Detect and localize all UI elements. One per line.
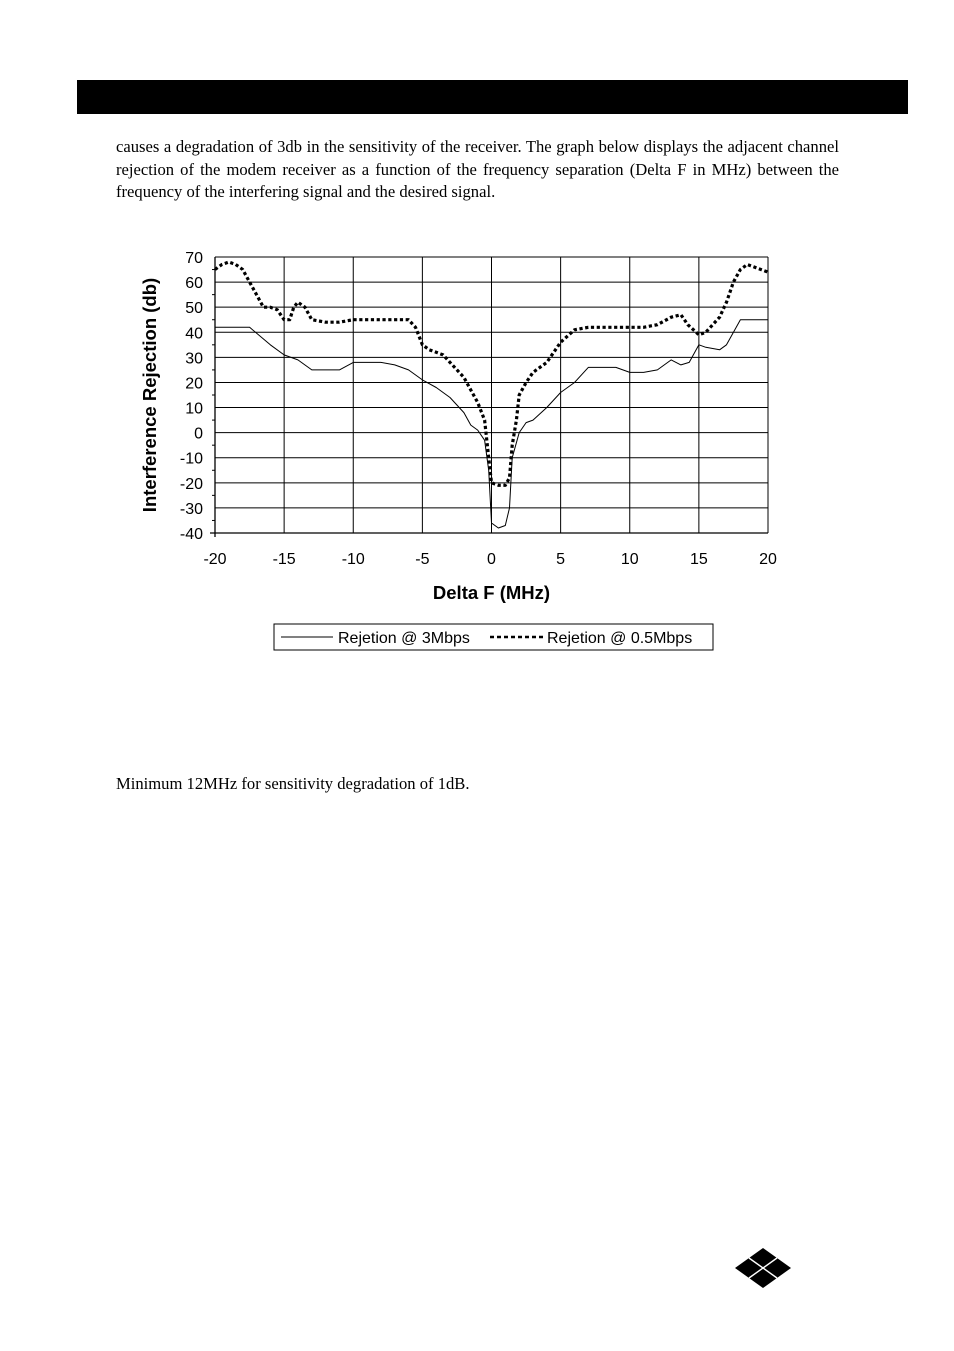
x-tick-label: -10	[341, 551, 365, 568]
x-axis-label: Delta F (MHz)	[432, 582, 551, 603]
legend-label-0: Rejetion @ 3Mbps	[338, 630, 470, 647]
x-tick-label: -15	[272, 551, 296, 568]
y-tick-label: 0	[194, 425, 203, 443]
x-tick-label: -20	[203, 551, 227, 568]
y-tick-label: -40	[179, 526, 203, 543]
legend-label-1: Rejetion @ 0.5Mbps	[547, 630, 693, 647]
x-tick-label: 20	[759, 551, 777, 568]
black-diamond-logo-icon	[733, 1246, 793, 1290]
y-tick-label: 10	[185, 400, 203, 418]
y-tick-label: 50	[185, 300, 203, 318]
y-tick-label: 70	[185, 250, 203, 267]
y-tick-label: 60	[185, 275, 203, 293]
x-tick-label: 0	[487, 551, 496, 568]
y-tick-label: -10	[179, 450, 203, 468]
x-tick-label: -5	[415, 551, 430, 568]
y-tick-label: 40	[185, 325, 203, 343]
intro-paragraph: causes a degradation of 3db in the sensitivity of the receiver. The graph below displays the adjacent channel rejection of the modem receiver as a function of the frequency separation (Delta F in MHz) between the frequency of the interfering signal and the desired signal.	[116, 137, 839, 201]
y-tick-label: -30	[179, 500, 203, 518]
sensitivity-note: Minimum 12MHz for sensitivity degradation of 1dB.	[116, 774, 470, 793]
y-tick-label: -20	[179, 475, 203, 493]
x-tick-label: 5	[556, 551, 566, 568]
y-tick-label: 20	[185, 375, 203, 393]
x-tick-label: 15	[689, 551, 708, 568]
x-tick-label: 10	[620, 551, 639, 568]
y-tick-label: 30	[185, 350, 203, 368]
y-axis-label: Interference Rejection (db)	[139, 277, 160, 513]
